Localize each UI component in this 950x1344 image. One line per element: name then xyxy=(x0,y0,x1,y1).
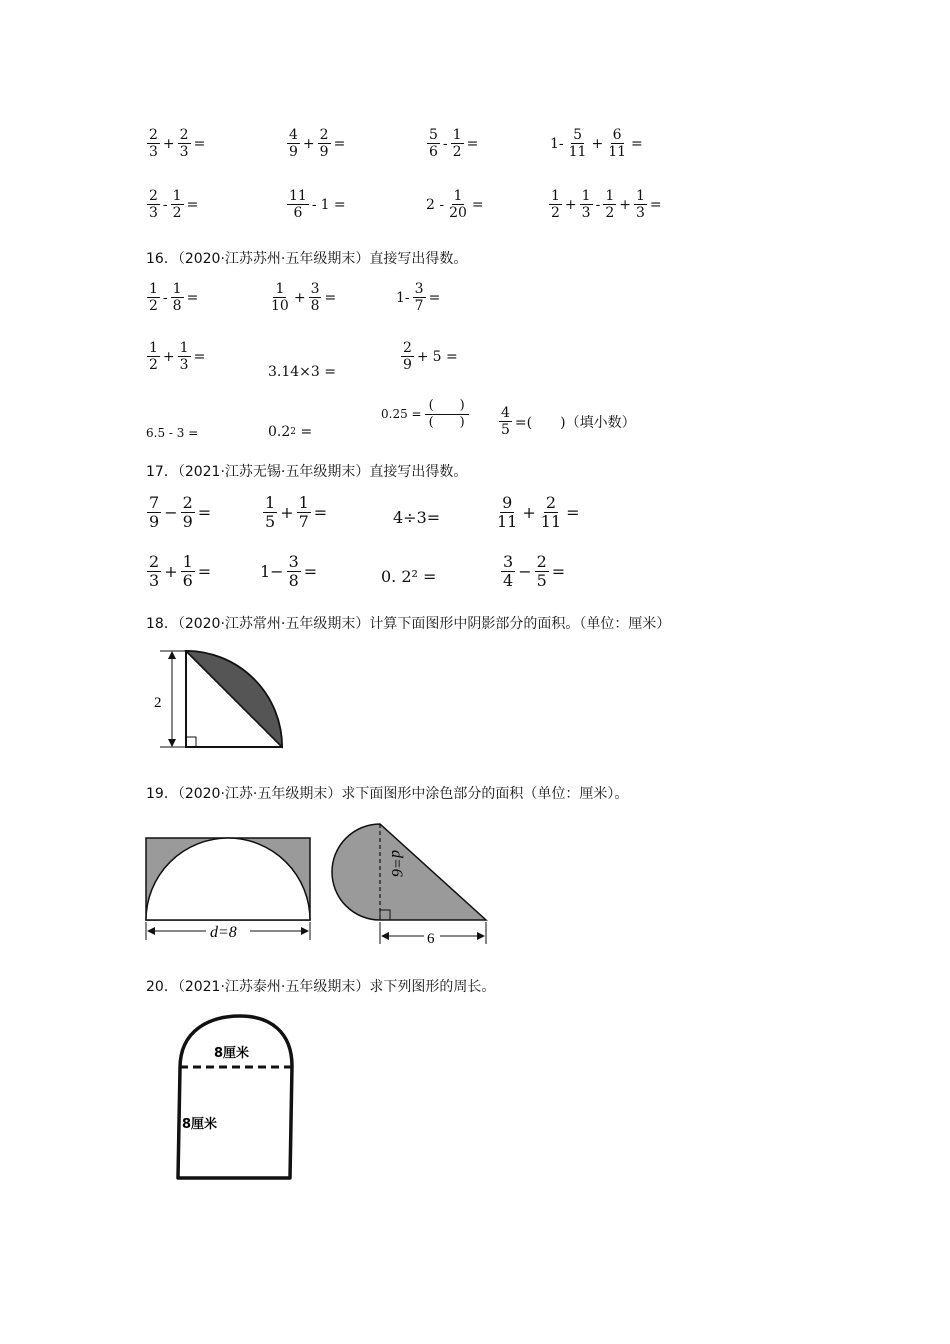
expression xyxy=(394,281,442,314)
equals: 1 = xyxy=(320,196,346,213)
fraction-denominator: 4 xyxy=(503,571,514,591)
equals: = xyxy=(631,135,643,152)
fraction xyxy=(287,553,301,591)
fraction-numerator: 1 xyxy=(298,493,309,512)
fraction-numerator: 1 xyxy=(182,552,193,571)
fraction xyxy=(318,127,331,160)
q16-expression-power xyxy=(268,424,312,440)
fraction xyxy=(495,494,519,532)
fraction-denominator: 10 xyxy=(271,298,289,315)
fraction-numerator: 1 xyxy=(179,340,189,356)
equals: = xyxy=(466,135,479,152)
fraction-numerator: 3 xyxy=(310,281,320,297)
fraction xyxy=(499,405,512,438)
expression xyxy=(494,494,582,532)
equals: = xyxy=(333,135,346,152)
fraction-numerator: 1 xyxy=(172,188,182,204)
q18-figure xyxy=(150,645,290,753)
prefix: 1− xyxy=(260,562,284,582)
fraction-denominator: 3 xyxy=(149,571,160,591)
fraction-numerator: 1 xyxy=(453,188,463,204)
fraction-numerator: 2 xyxy=(319,127,329,143)
fraction-numerator: 2 xyxy=(403,340,412,356)
operator: - xyxy=(442,135,448,152)
arrow-right-2 xyxy=(477,932,485,940)
fraction-numerator: 2 xyxy=(149,188,158,204)
fraction xyxy=(147,127,160,160)
expression xyxy=(262,494,329,532)
fraction xyxy=(309,281,322,314)
equals: = xyxy=(313,503,328,523)
operator: + xyxy=(564,196,577,213)
fraction-denominator: 7 xyxy=(298,512,309,532)
fraction-numerator: 5 xyxy=(573,127,583,143)
fraction-denominator: 3 xyxy=(179,357,189,374)
operator: + xyxy=(416,348,429,365)
operator: + xyxy=(280,503,294,523)
q18-label: 2 xyxy=(154,695,162,711)
q16-expression-fraction-blank xyxy=(381,398,469,430)
fraction-numerator: 4 xyxy=(289,127,298,143)
fraction xyxy=(178,340,191,373)
expression xyxy=(268,281,338,314)
expression xyxy=(146,127,207,160)
q19-figures xyxy=(140,818,500,953)
decimal-blank: =( )（填小数） xyxy=(514,414,636,431)
fraction-numerator: 7 xyxy=(149,493,160,512)
operator: - xyxy=(595,196,601,213)
fraction-numerator: 11 xyxy=(289,188,307,204)
equals: = xyxy=(649,196,662,213)
prev-expression-mixed xyxy=(548,188,664,221)
power-exp: 2 xyxy=(290,427,296,437)
expression xyxy=(426,127,480,160)
fraction xyxy=(181,553,195,591)
q16-expression-subtract xyxy=(146,426,198,440)
expression xyxy=(424,188,486,221)
expression xyxy=(146,188,200,221)
fraction-numerator: 2 xyxy=(182,493,193,512)
expression xyxy=(286,127,347,160)
q20-figure xyxy=(170,1010,310,1185)
expression xyxy=(393,508,440,527)
expression-text: 4÷3= xyxy=(393,508,441,527)
operator: + xyxy=(522,503,536,523)
fraction-denominator: 9 xyxy=(319,144,329,161)
fraction-denominator: 6 xyxy=(429,144,438,161)
expression xyxy=(268,364,336,380)
fraction xyxy=(606,127,628,160)
equals: = xyxy=(197,503,212,523)
fraction-denominator: 5 xyxy=(536,571,547,591)
prefix: 2 - xyxy=(426,196,445,213)
fraction-denominator: 9 xyxy=(403,357,412,374)
q19-label-vertical: d=6 xyxy=(388,850,405,877)
fraction-numerator: 1 xyxy=(265,493,276,512)
operator: - xyxy=(311,196,317,213)
q16-title: 16．（2020·江苏苏州·五年级期末）直接写出得数。 xyxy=(146,251,468,267)
fraction xyxy=(178,127,191,160)
fraction xyxy=(603,188,616,221)
operator: - xyxy=(162,289,168,306)
fraction xyxy=(567,127,589,160)
q20-outline xyxy=(178,1016,292,1178)
q19-label-6: 6 xyxy=(427,931,435,947)
fraction-numerator: 1 xyxy=(581,188,591,204)
blank-fraction xyxy=(425,398,469,430)
fraction xyxy=(447,188,469,221)
fraction xyxy=(147,281,160,314)
expression xyxy=(400,340,460,373)
fraction xyxy=(147,340,160,373)
expression xyxy=(500,553,567,591)
fraction-numerator: 1 xyxy=(635,188,645,204)
expression xyxy=(381,567,436,586)
expression xyxy=(258,553,319,591)
expression-text: 3.14×3 = xyxy=(268,364,336,380)
fraction-numerator: 9 xyxy=(502,493,513,512)
fraction-numerator: 2 xyxy=(179,127,189,143)
expression xyxy=(548,127,645,160)
operator: + xyxy=(162,135,175,152)
fraction xyxy=(501,553,515,591)
fraction xyxy=(549,188,562,221)
equals: = xyxy=(566,503,580,523)
fraction-numerator: 4 xyxy=(501,405,510,421)
q19-title: 19．（2020·江苏·五年级期末）求下面图形中涂色部分的面积（单位：厘米）。 xyxy=(146,786,629,802)
fraction-denominator: 5 xyxy=(501,422,510,439)
q19-half-disc-triangle xyxy=(332,824,486,920)
q16-expression-decimal xyxy=(498,405,638,438)
operator: + xyxy=(619,196,631,213)
prefix: 1- xyxy=(396,289,410,306)
operator: + xyxy=(162,348,175,365)
equals: = xyxy=(428,289,441,306)
fraction-denominator: 11 xyxy=(608,144,627,161)
fraction-numerator: 2 xyxy=(545,493,557,512)
fraction-denominator: 9 xyxy=(289,144,298,161)
power-base: 0.2 xyxy=(268,424,291,440)
fraction xyxy=(580,188,593,221)
q20-label-side: 8厘米 xyxy=(182,1117,218,1132)
expression xyxy=(146,553,213,591)
fraction-denominator: 6 xyxy=(293,205,303,222)
fraction-denominator: 2 xyxy=(172,205,182,222)
fraction-denominator: 5 xyxy=(265,512,276,532)
fraction-denominator: 11 xyxy=(497,512,518,532)
q20-label-top: 8厘米 xyxy=(214,1046,250,1061)
equals: = xyxy=(303,562,318,582)
fraction xyxy=(181,494,195,532)
fraction-numerator: 1 xyxy=(172,281,182,297)
fraction xyxy=(539,494,563,532)
fraction xyxy=(413,281,426,314)
fraction-denominator: 2 xyxy=(452,144,462,161)
fraction xyxy=(287,188,309,221)
equals: = xyxy=(551,562,566,582)
equals: = xyxy=(193,348,206,365)
fraction xyxy=(147,553,161,591)
fraction xyxy=(171,188,184,221)
fraction-numerator: 2 xyxy=(149,552,160,571)
arrow-left-2 xyxy=(381,932,389,940)
fraction xyxy=(171,281,184,314)
fraction-denominator: 2 xyxy=(605,205,615,222)
fraction xyxy=(535,553,549,591)
operator: + xyxy=(302,135,315,152)
fraction-denominator: 2 xyxy=(149,357,158,374)
fraction-denominator: 9 xyxy=(182,512,193,532)
fraction xyxy=(427,127,440,160)
equals: = xyxy=(324,289,337,306)
fraction-numerator: 1 xyxy=(149,281,158,297)
fraction-numerator: 3 xyxy=(288,552,299,571)
fraction-numerator: 1 xyxy=(605,188,615,204)
fraction-numerator: 3 xyxy=(503,552,514,571)
equals: = xyxy=(471,196,484,213)
q17-title: 17．（2021·江苏无锡·五年级期末）直接写出得数。 xyxy=(146,464,468,480)
fraction-denominator: 8 xyxy=(288,571,299,591)
equals: = xyxy=(186,196,199,213)
arrow-down xyxy=(168,739,176,747)
q20-title: 20．（2021·江苏泰州·五年级期末）求下列图形的周长。 xyxy=(146,979,496,995)
fraction-denominator: 2 xyxy=(551,205,560,222)
fraction xyxy=(634,188,647,221)
fraction-denominator: 8 xyxy=(172,298,182,315)
fraction-denominator: 11 xyxy=(540,512,562,532)
fraction xyxy=(269,281,291,314)
arrow-up xyxy=(168,651,176,659)
fraction-denominator: 3 xyxy=(149,205,158,222)
expression xyxy=(146,494,213,532)
fraction-denominator: 3 xyxy=(179,144,189,161)
operator: − xyxy=(164,503,178,523)
fraction xyxy=(263,494,277,532)
fraction-numerator: 2 xyxy=(536,552,547,571)
operator: − xyxy=(518,562,532,582)
power-eq: = xyxy=(300,424,313,440)
fraction xyxy=(287,127,300,160)
operator: + xyxy=(164,562,178,582)
fraction xyxy=(147,494,161,532)
fraction-denominator: 20 xyxy=(449,205,467,222)
fraction-denominator: 3 xyxy=(581,205,591,222)
fraction xyxy=(451,127,464,160)
expression xyxy=(286,188,348,221)
fraction-denominator: 2 xyxy=(149,298,158,315)
q16-text: 6.5 - 3 = xyxy=(146,426,199,440)
expression-text: 0. 2² = xyxy=(381,567,437,586)
fraction xyxy=(147,188,160,221)
fraction-denominator: 8 xyxy=(310,298,320,315)
fraction-numerator: 3 xyxy=(414,281,424,297)
fraction xyxy=(297,494,311,532)
fraction-numerator: 1 xyxy=(275,281,285,297)
fraction-numerator: 1 xyxy=(149,340,158,356)
prefix: 1- xyxy=(550,135,564,152)
q19-label-d: d=8 xyxy=(210,924,237,941)
q18-title: 18．（2020·江苏常州·五年级期末）计算下面图形中阴影部分的面积。（单位：厘米） xyxy=(146,616,671,632)
fraction-blank-prefix: 0.25 = xyxy=(381,407,422,422)
operator: + xyxy=(293,289,306,306)
operator: + xyxy=(591,135,604,152)
expression xyxy=(146,340,207,373)
fraction-denominator: 11 xyxy=(568,144,587,161)
fraction-denominator: 3 xyxy=(635,205,645,222)
blank-denominator: ( ) xyxy=(428,414,465,430)
arrow-left xyxy=(147,927,155,935)
fraction-numerator: 1 xyxy=(551,188,560,204)
equals: = xyxy=(193,135,206,152)
fraction-numerator: 2 xyxy=(149,127,158,143)
fraction-numerator: 1 xyxy=(452,127,462,143)
equals: = xyxy=(197,562,212,582)
expression xyxy=(146,281,200,314)
blank-numerator: ( ) xyxy=(425,398,469,415)
fraction-denominator: 6 xyxy=(182,571,193,591)
fraction-numerator: 5 xyxy=(429,127,438,143)
equals: = xyxy=(186,289,199,306)
fraction xyxy=(401,340,414,373)
arrow-right xyxy=(301,927,309,935)
fraction-numerator: 6 xyxy=(612,127,622,143)
fraction-denominator: 3 xyxy=(149,144,158,161)
fraction-denominator: 7 xyxy=(414,298,424,315)
fraction-denominator: 9 xyxy=(149,512,160,532)
operator: - xyxy=(162,196,168,213)
equals: 5 = xyxy=(432,348,458,365)
